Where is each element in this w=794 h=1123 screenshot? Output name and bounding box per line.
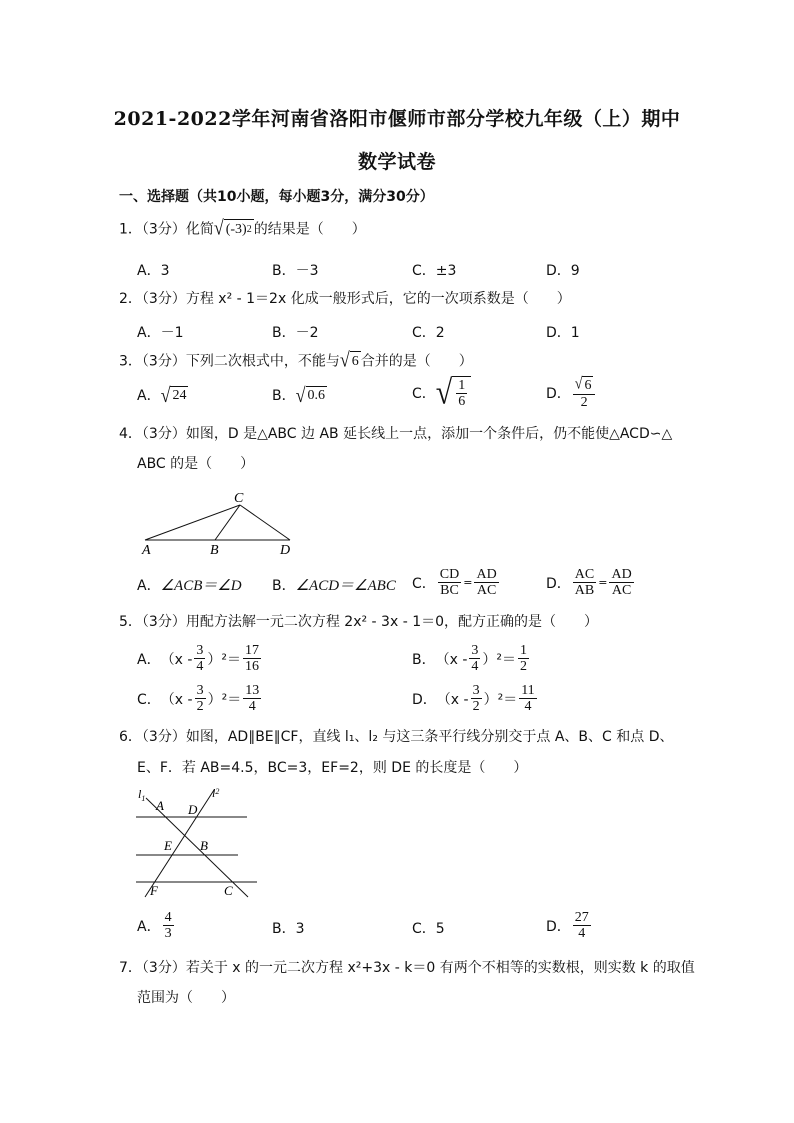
fraction bbox=[471, 683, 482, 714]
question-text: 若关于 x 的一元二次方程 x²+3x - k＝0 有两个不相等的实数根，则实数 k 的取值 bbox=[185, 960, 695, 976]
line-cd bbox=[240, 505, 290, 540]
denominator: 6 bbox=[458, 394, 466, 409]
label-a: A bbox=[156, 798, 164, 813]
denominator: 4 bbox=[524, 699, 532, 714]
expr-open: （x - bbox=[435, 651, 468, 668]
radicand: 6 bbox=[584, 378, 592, 393]
question-text-end: 合并的是（ ） bbox=[360, 353, 473, 370]
question-score: （3分） bbox=[141, 729, 186, 745]
question-4-line2: ABC 的是（ ） bbox=[137, 456, 255, 472]
question-score: （3分） bbox=[141, 221, 186, 238]
question-text: 化简 bbox=[185, 221, 214, 238]
question-text: 如图，AD∥BE∥CF，直线 l₁、l₂ 与这三条平行线分别交于点 A、B、C 和点 D、 bbox=[185, 729, 674, 745]
question-2 bbox=[119, 289, 571, 309]
denominator: 16 bbox=[245, 659, 259, 674]
expr-close: ）²＝ bbox=[207, 691, 242, 708]
option-text: ∠ACD＝∠ABC bbox=[295, 578, 396, 594]
numerator: 11 bbox=[521, 683, 535, 698]
option-label: A． bbox=[137, 918, 161, 935]
q3-option-c bbox=[412, 373, 471, 412]
expr-open: （x - bbox=[160, 691, 193, 708]
fraction-left bbox=[573, 567, 596, 598]
question-number: 1． bbox=[119, 221, 142, 238]
question-text: 方程 x² - 1＝2x 化成一般形式后，它的一次项系数是（ ） bbox=[185, 291, 571, 307]
question-5 bbox=[119, 612, 598, 632]
question-number: 2． bbox=[119, 291, 142, 307]
denominator: 3 bbox=[164, 926, 172, 941]
denominator: AC bbox=[476, 583, 497, 598]
fraction bbox=[163, 910, 174, 941]
option-label: D． bbox=[546, 918, 571, 935]
fraction-right bbox=[474, 567, 498, 598]
q3-option-d bbox=[546, 376, 597, 410]
fraction bbox=[573, 910, 591, 941]
numerator: 3 bbox=[471, 643, 479, 658]
radicand: 0.6 bbox=[307, 387, 325, 403]
label-c: C bbox=[224, 883, 233, 898]
q4-option-c bbox=[412, 567, 501, 598]
question-score: （3分） bbox=[141, 353, 186, 370]
label-a: A bbox=[142, 543, 151, 556]
expr-open: （x - bbox=[160, 651, 193, 668]
equals-sign: = bbox=[598, 576, 608, 589]
exponent: 2 bbox=[246, 224, 252, 235]
fraction bbox=[519, 683, 536, 714]
numerator: 1 bbox=[520, 643, 528, 658]
sqrt-expression: √ 24 bbox=[160, 383, 187, 407]
numerator: 27 bbox=[574, 910, 589, 925]
question-7 bbox=[119, 958, 695, 978]
option-label: B． bbox=[412, 651, 436, 668]
option-label: A． bbox=[137, 388, 161, 404]
fraction bbox=[195, 683, 206, 714]
expr-close: ）²＝ bbox=[207, 651, 241, 668]
label-e: E bbox=[164, 838, 172, 853]
question-7-line2: 范围为（ ） bbox=[137, 990, 235, 1006]
denominator: 2 bbox=[472, 699, 480, 714]
fraction bbox=[573, 376, 596, 410]
q5-option-d bbox=[412, 683, 539, 714]
denominator: AB bbox=[574, 583, 595, 598]
denominator: 4 bbox=[196, 659, 204, 674]
option-label: A． bbox=[137, 577, 161, 594]
equals-sign: = bbox=[463, 576, 473, 589]
q3-option-a bbox=[137, 385, 188, 405]
numerator: 17 bbox=[245, 643, 259, 658]
line-bc bbox=[215, 505, 240, 540]
expr-close: ）²＝ bbox=[483, 691, 518, 708]
q1-option-b: B．－3 bbox=[272, 263, 319, 279]
option-label: B． bbox=[272, 388, 296, 404]
option-label: D． bbox=[412, 691, 437, 708]
option-label: C． bbox=[412, 386, 436, 402]
q2-option-a: A．－1 bbox=[137, 325, 184, 341]
q2-option-b: B．－2 bbox=[272, 325, 319, 341]
exam-title-line1: 2021-2022学年河南省洛阳市偃师市部分学校九年级（上）期中 bbox=[113, 108, 681, 130]
question-number: 7． bbox=[119, 960, 142, 976]
question-text: 如图，D 是△ABC 边 AB 延长线上一点，添加一个条件后，仍不能使△ACD∽△ bbox=[185, 426, 673, 442]
fraction bbox=[469, 643, 480, 674]
label-c: C bbox=[234, 491, 244, 506]
label-d: D bbox=[280, 543, 291, 556]
section-heading: 一、选择题（共10小题，每小题3分，满分30分） bbox=[119, 189, 434, 205]
question-number: 3． bbox=[119, 353, 142, 370]
question-4 bbox=[119, 424, 672, 444]
q6-option-c: C．5 bbox=[412, 921, 445, 937]
label-l1: $l_1$ bbox=[138, 787, 146, 803]
sqrt-expression: √ 6 bbox=[574, 375, 592, 394]
radicand: 6 bbox=[350, 351, 361, 372]
q3-option-b bbox=[272, 385, 327, 405]
sqrt-expression: √ 0.6 bbox=[295, 383, 325, 407]
radicand: 24 bbox=[172, 387, 187, 403]
denominator: 2 bbox=[520, 659, 528, 674]
expr-close: ）²＝ bbox=[482, 651, 517, 668]
q6-option-d bbox=[546, 910, 593, 941]
label-f: F bbox=[150, 883, 158, 898]
question-3 bbox=[119, 348, 473, 372]
q4-option-d bbox=[546, 567, 636, 598]
fraction bbox=[456, 378, 467, 409]
sqrt-expression: √ $\frac{1}{6}$ bbox=[436, 376, 471, 410]
question-score: （3分） bbox=[141, 426, 186, 442]
question-score: （3分） bbox=[141, 614, 186, 630]
triangle-figure bbox=[136, 488, 306, 556]
question-number: 6． bbox=[119, 729, 142, 745]
denominator: BC bbox=[440, 583, 459, 598]
option-label: B． bbox=[272, 577, 296, 594]
label-d: D bbox=[188, 802, 198, 817]
numerator: CD bbox=[439, 567, 460, 582]
sqrt-expression: √ (-3) 2 bbox=[213, 216, 252, 240]
fraction-left bbox=[438, 567, 461, 598]
question-score: （3分） bbox=[141, 291, 186, 307]
option-label: C． bbox=[412, 575, 436, 592]
option-text: ∠ACB＝∠D bbox=[160, 578, 242, 594]
question-text-end: 的结果是（ ） bbox=[253, 221, 366, 238]
q5-option-b bbox=[412, 643, 531, 674]
q5-option-c bbox=[137, 683, 263, 714]
denominator: AC bbox=[611, 583, 632, 598]
parallel-lines-figure bbox=[134, 784, 264, 900]
q6-option-a bbox=[137, 910, 176, 941]
question-1 bbox=[119, 216, 366, 240]
q1-option-a: A．3 bbox=[137, 263, 170, 279]
question-6-line2: E、F．若 AB=4.5，BC=3，EF=2，则 DE 的长度是（ ） bbox=[137, 760, 528, 776]
option-label: D． bbox=[546, 575, 571, 592]
q4-option-b bbox=[272, 574, 396, 595]
fraction-right bbox=[609, 567, 633, 598]
fraction bbox=[243, 683, 261, 714]
q1-option-c: C．±3 bbox=[412, 263, 457, 279]
q1-option-d: D．9 bbox=[546, 263, 580, 279]
denominator: 4 bbox=[578, 926, 586, 941]
radicand: (-3) bbox=[225, 222, 247, 237]
expr-open: （x - bbox=[436, 691, 469, 708]
label-b: B bbox=[200, 838, 208, 853]
question-score: （3分） bbox=[141, 960, 186, 976]
numerator: 13 bbox=[245, 683, 260, 698]
option-label: D． bbox=[546, 386, 571, 402]
q2-option-c: C．2 bbox=[412, 325, 445, 341]
numerator: AD bbox=[611, 567, 632, 582]
numerator: AC bbox=[574, 567, 595, 582]
exam-title-line2: 数学试卷 bbox=[357, 151, 436, 173]
denominator: 2 bbox=[580, 395, 588, 410]
denominator: 4 bbox=[471, 659, 479, 674]
label-b: B bbox=[210, 543, 219, 556]
numerator: 3 bbox=[472, 683, 480, 698]
option-label: A． bbox=[137, 651, 161, 668]
fraction bbox=[518, 643, 529, 674]
numerator: AD bbox=[476, 567, 497, 582]
question-6 bbox=[119, 727, 673, 747]
denominator: 2 bbox=[196, 699, 204, 714]
denominator: 4 bbox=[248, 699, 256, 714]
q4-option-a bbox=[137, 574, 242, 595]
label-l2: $l^2$ bbox=[212, 786, 220, 800]
numerator: 3 bbox=[196, 643, 204, 658]
question-number: 5． bbox=[119, 614, 142, 630]
question-text: 用配方法解一元二次方程 2x² - 3x - 1＝0，配方正确的是（ ） bbox=[185, 614, 599, 630]
sqrt-expression: √ 6 bbox=[339, 348, 359, 372]
line-ac bbox=[145, 505, 240, 540]
numerator: 1 bbox=[458, 378, 466, 393]
numerator: 4 bbox=[164, 910, 172, 925]
fraction bbox=[194, 643, 205, 674]
q6-option-b: B．3 bbox=[272, 921, 305, 937]
fraction bbox=[243, 643, 261, 674]
question-number: 4． bbox=[119, 426, 142, 442]
question-text: 下列二次根式中，不能与 bbox=[185, 353, 340, 370]
q5-option-a bbox=[137, 643, 263, 674]
option-label: C． bbox=[137, 691, 161, 708]
q2-option-d: D．1 bbox=[546, 325, 580, 341]
numerator: 3 bbox=[196, 683, 204, 698]
